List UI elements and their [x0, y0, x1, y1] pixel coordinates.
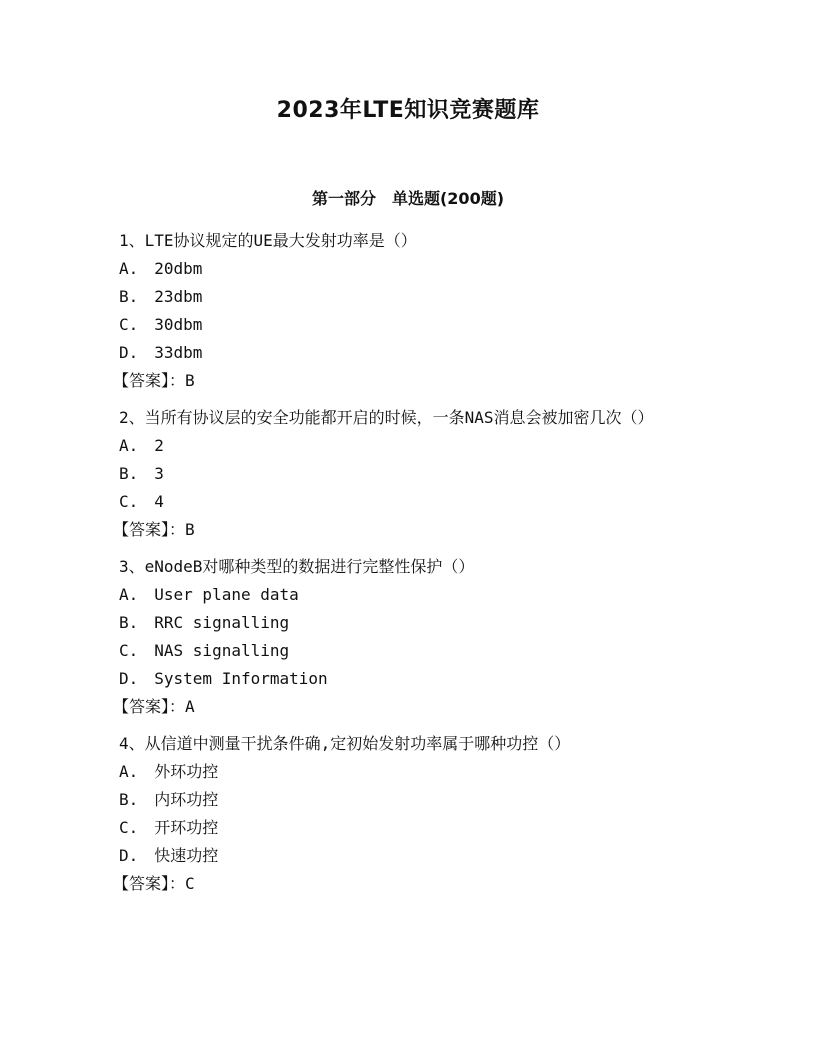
option-c: C. NAS signalling	[119, 641, 290, 660]
answer-line	[113, 693, 699, 721]
section-title: 第一部分 单选题(200题)	[311, 189, 505, 208]
answer-value: C	[185, 874, 195, 893]
question-stem: 2、当所有协议层的安全功能都开启的时候，一条NAS消息会被加密几次（）	[119, 408, 654, 427]
answer-line	[113, 870, 699, 898]
option-b: B. RRC signalling	[119, 613, 290, 632]
answer-value: A	[185, 697, 195, 716]
option-a: A. 20dbm	[119, 259, 203, 278]
option-c: C. 开环功控	[119, 818, 219, 837]
option-a: A. User plane data	[119, 585, 299, 604]
answer-value: B	[185, 520, 195, 539]
question-list	[113, 227, 699, 898]
answer-line	[113, 516, 699, 544]
option-b: B. 内环功控	[119, 790, 219, 809]
answer-label: 【答案】：	[113, 520, 186, 539]
option-a: A. 外环功控	[119, 762, 219, 781]
question-3	[113, 553, 699, 721]
option-c: C. 4	[119, 492, 164, 511]
option-d: D. 33dbm	[119, 343, 203, 362]
answer-label: 【答案】：	[113, 874, 186, 893]
option-b: B. 23dbm	[119, 287, 203, 306]
question-2	[113, 404, 699, 544]
question-stem: 1、LTE协议规定的UE最大发射功率是（）	[119, 231, 417, 250]
answer-label: 【答案】：	[113, 697, 186, 716]
option-b: B. 3	[119, 464, 164, 483]
option-a: A. 2	[119, 436, 164, 455]
option-d: D. System Information	[119, 669, 328, 688]
option-d: D. 快速功控	[119, 846, 219, 865]
option-c: C. 30dbm	[119, 315, 203, 334]
document-title: 2023年LTE知识竞赛题库	[276, 98, 540, 123]
question-1	[113, 227, 699, 395]
answer-value: B	[185, 371, 195, 390]
answer-line	[113, 367, 699, 395]
answer-label: 【答案】：	[113, 371, 186, 390]
question-4	[113, 730, 699, 898]
question-stem: 4、从信道中测量干扰条件确,定初始发射功率属于哪种功控（）	[119, 734, 571, 753]
question-stem: 3、eNodeB对哪种类型的数据进行完整性保护（）	[119, 557, 475, 576]
